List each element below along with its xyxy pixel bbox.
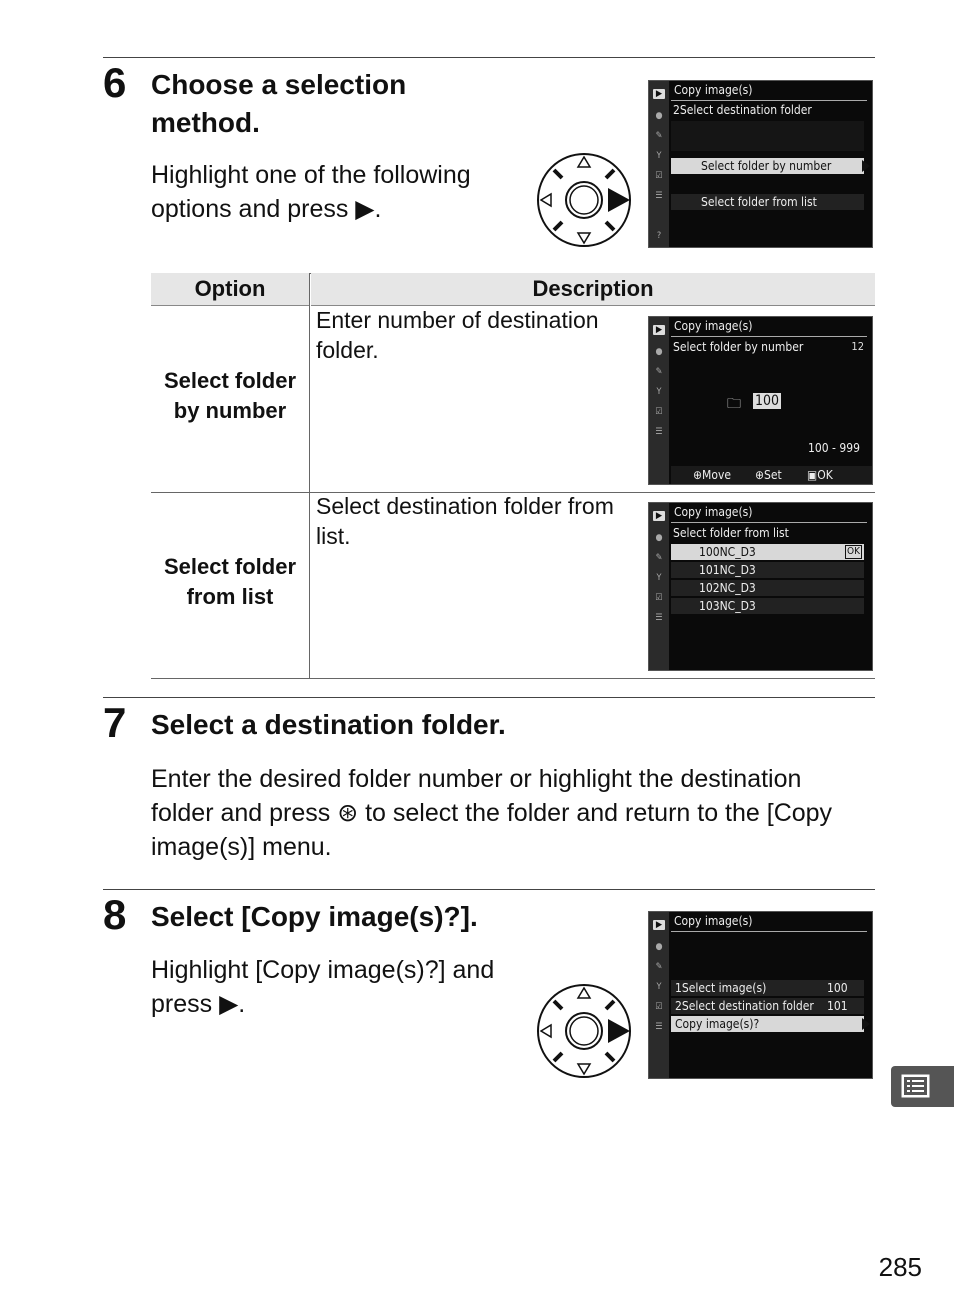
desc-line: folder. xyxy=(316,337,379,363)
screen-subtitle: 2Select destination folder xyxy=(673,103,812,117)
body-line: Highlight [Copy image(s)?] and xyxy=(151,956,495,984)
body-line: Enter the desired folder number or highlight the destination xyxy=(151,765,802,793)
multi-selector-icon xyxy=(535,982,633,1080)
wrench-icon: Y xyxy=(656,573,662,583)
retouch-icon: ☑ xyxy=(655,1002,663,1012)
recent-icon: ☰ xyxy=(655,427,663,437)
menu-item-label: Select folder from list xyxy=(701,195,817,209)
screen-subtitle: Select folder by number xyxy=(673,340,804,354)
body-line: image(s)] menu. xyxy=(151,833,332,861)
playback-icon: ▶ xyxy=(653,89,665,99)
menu-item-from-list[interactable] xyxy=(671,194,864,210)
body-line: press ▶. xyxy=(151,990,246,1018)
title-underline xyxy=(671,522,867,523)
screen-title: Copy image(s) xyxy=(674,83,753,97)
folder-name: 102NC_D3 xyxy=(699,581,756,595)
title-underline xyxy=(671,100,867,101)
section-rule xyxy=(103,889,875,890)
section-rule xyxy=(103,57,875,58)
table-bottom-border xyxy=(151,678,875,679)
menu-item-select-images[interactable] xyxy=(671,980,864,996)
section-rule xyxy=(103,697,875,698)
screen-footer xyxy=(671,466,872,484)
table-row-description xyxy=(316,305,599,365)
menu-item-value: 101 xyxy=(827,999,848,1013)
ok-hint: ▣OK xyxy=(807,468,833,482)
step-title: Select a destination folder. xyxy=(151,709,506,740)
body-line: Highlight one of the following xyxy=(151,161,471,189)
wrench-icon: Y xyxy=(656,982,662,992)
folder-list-item[interactable] xyxy=(671,580,864,596)
step-title-line: method. xyxy=(151,107,260,138)
title-underline xyxy=(671,931,867,932)
folder-list-item[interactable] xyxy=(671,544,864,560)
set-label: Set xyxy=(764,468,782,482)
menu-item-label: 2Select destination folder xyxy=(675,999,814,1013)
folder-list-item[interactable] xyxy=(671,598,864,614)
folder-icon: 🗀 xyxy=(727,396,741,412)
menu-item-by-number[interactable] xyxy=(671,158,864,174)
move-hint: ⊕Move xyxy=(693,468,731,482)
page-number: 285 xyxy=(878,1252,922,1282)
step-body xyxy=(151,762,832,864)
folder-list-item[interactable] xyxy=(671,562,864,578)
pencil-icon: ✎ xyxy=(655,367,663,377)
set-hint: ⊕Set xyxy=(755,468,782,482)
table-row-option xyxy=(151,366,309,426)
recent-icon: ☰ xyxy=(655,191,663,201)
menu-strip xyxy=(649,317,669,484)
body-line: options and press ▶. xyxy=(151,195,382,223)
camera-screen-confirm xyxy=(648,911,873,1079)
pencil-icon: ✎ xyxy=(655,131,663,141)
menu-strip xyxy=(649,912,669,1078)
help-icon: ? xyxy=(656,231,662,241)
camera-icon: ● xyxy=(655,533,663,543)
folder-range: 100 - 999 xyxy=(808,441,860,455)
step-title: Select [Copy image(s)?]. xyxy=(151,901,478,932)
screen-title: Copy image(s) xyxy=(674,319,753,333)
recent-icon: ☰ xyxy=(655,1022,663,1032)
desc-line: Select destination folder from xyxy=(316,493,614,519)
option-line: Select folder xyxy=(163,368,297,393)
menu-tab-icon xyxy=(891,1066,954,1107)
step-number: 6 xyxy=(103,59,127,106)
empty-row xyxy=(671,121,864,151)
move-label: Move xyxy=(702,468,731,482)
step-number: 7 xyxy=(103,699,127,746)
folder-number-field[interactable]: 100 xyxy=(755,393,780,409)
retouch-icon: ☑ xyxy=(655,593,663,603)
screen-title: Copy image(s) xyxy=(674,914,753,928)
step-indicator: 12 xyxy=(851,340,864,353)
pencil-icon: ✎ xyxy=(655,553,663,563)
folder-name: 103NC_D3 xyxy=(699,599,756,613)
body-line: folder and press ⊛ to select the folder and return to the [Copy xyxy=(151,799,833,827)
column-divider xyxy=(309,273,310,679)
menu-item-label: Select folder by number xyxy=(701,159,832,173)
option-line: by number xyxy=(173,398,287,423)
step-number: 8 xyxy=(103,891,127,938)
screen-subtitle: Select folder from list xyxy=(673,526,789,540)
menu-item-value: 100 xyxy=(827,981,848,995)
multi-selector-icon xyxy=(535,151,633,249)
folder-name: 101NC_D3 xyxy=(699,563,756,577)
ok-badge: OK xyxy=(847,546,860,557)
menu-item-label: 1Select image(s) xyxy=(675,981,767,995)
menu-tab[interactable] xyxy=(891,1066,954,1107)
title-underline xyxy=(671,336,867,337)
table-row-option xyxy=(151,552,309,612)
table-header-option: Option xyxy=(151,273,309,306)
retouch-icon: ☑ xyxy=(655,171,663,181)
wrench-icon: Y xyxy=(656,151,662,161)
menu-item-copy-images[interactable] xyxy=(671,1016,864,1032)
camera-screen-from-list xyxy=(648,502,873,671)
camera-icon: ● xyxy=(655,347,663,357)
playback-icon: ▶ xyxy=(653,920,665,930)
playback-icon: ▶ xyxy=(653,511,665,521)
camera-screen-by-number xyxy=(648,316,873,485)
option-line: Select folder xyxy=(163,554,297,579)
retouch-icon: ☑ xyxy=(655,407,663,417)
step-title xyxy=(151,66,406,142)
playback-icon: ▶ xyxy=(653,325,665,335)
screen-title: Copy image(s) xyxy=(674,505,753,519)
menu-strip xyxy=(649,81,669,247)
table-header-description: Description xyxy=(311,273,875,306)
ok-label: OK xyxy=(817,468,833,482)
camera-icon: ● xyxy=(655,942,663,952)
menu-item-destination[interactable] xyxy=(671,998,864,1014)
folder-name: 100NC_D3 xyxy=(699,545,756,559)
pencil-icon: ✎ xyxy=(655,962,663,972)
step-title-line: Choose a selection xyxy=(151,69,407,100)
recent-icon: ☰ xyxy=(655,613,663,623)
step-body xyxy=(151,158,471,226)
camera-icon: ● xyxy=(655,111,663,121)
option-line: from list xyxy=(186,584,274,609)
desc-line: list. xyxy=(316,523,351,549)
menu-strip xyxy=(649,503,669,670)
desc-line: Enter number of destination xyxy=(316,307,599,333)
menu-item-label: Copy image(s)? xyxy=(675,1017,760,1031)
step-body xyxy=(151,953,494,1021)
wrench-icon: Y xyxy=(656,387,662,397)
camera-screen-method xyxy=(648,80,873,248)
table-row-description xyxy=(316,491,614,551)
